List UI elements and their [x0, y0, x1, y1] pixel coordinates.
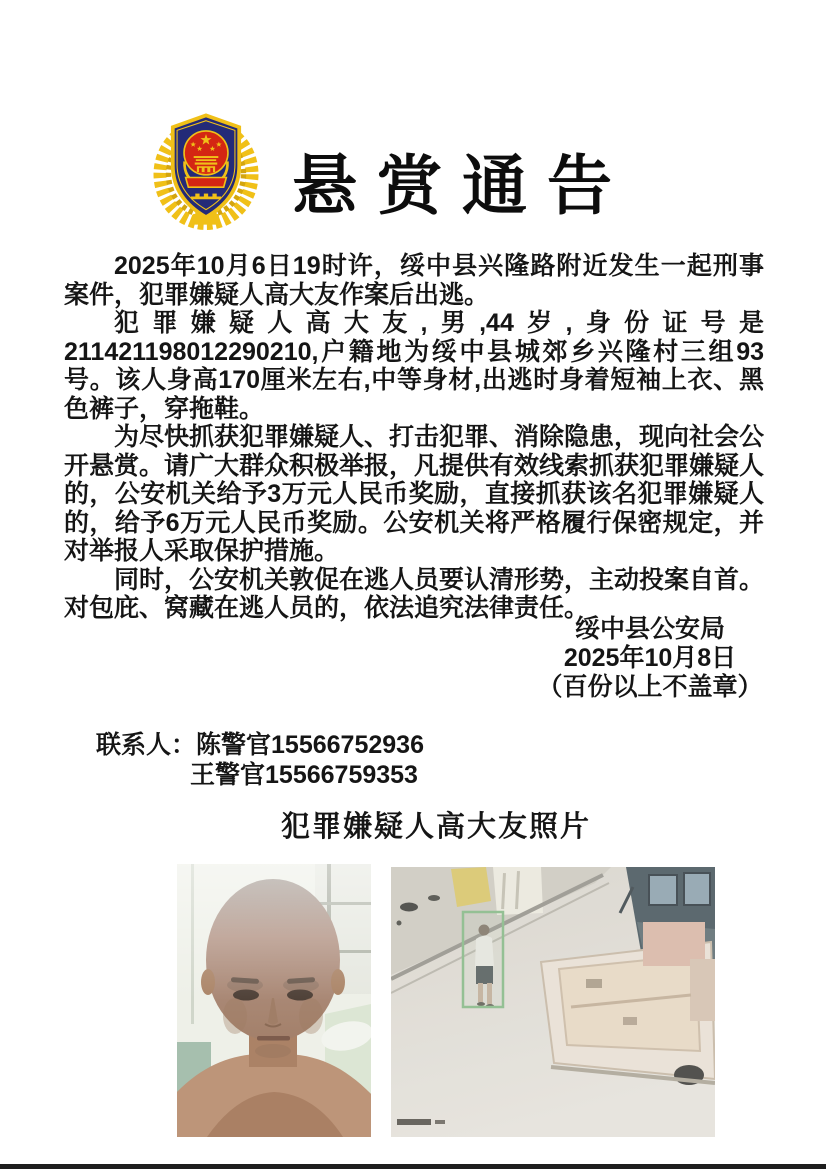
issue-date: 2025年10月8日	[563, 644, 737, 672]
officer-phone: 15566759353	[265, 760, 418, 789]
notice-paragraph-warning: 同时，公安机关敦促在逃人员要认清形势，主动投案自首。对包庇、窝藏在逃人员的，依法追究法律责任。	[64, 565, 765, 622]
notice-paragraph-suspect-info: 犯罪嫌疑人高大友,男,44岁,身份证号是211421198012290210,户籍地为绥中县城郊乡兴隆村三组93号。该人身高170厘米左右,中等身材,出逃时身着短袖上衣、黑色裤子，穿拖鞋。	[64, 309, 764, 423]
officer-name: 王警官	[190, 760, 266, 789]
issuing-agency: 绥中县公安局	[574, 615, 725, 643]
officer-phone: 15566752936	[271, 731, 424, 759]
notice-paragraph-incident: 2025年10月6日19时许，绥中县兴隆路附近发生一起刑事案件，犯罪嫌疑人高大友作案后出逃。	[64, 252, 764, 309]
photos-caption: 犯罪嫌疑人高大友照片	[280, 811, 591, 843]
officer-name: 陈警官	[196, 731, 272, 759]
contact-label: 联系人：	[96, 731, 197, 759]
police-emblem-icon	[152, 110, 260, 230]
contact-row	[96, 731, 424, 761]
suspect-portrait-photo	[177, 864, 371, 1137]
notice-paragraph-reward: 为尽快抓获犯罪嫌疑人、打击犯罪、消除隐患，现向社会公开悬赏。请广大群众积极举报，凡提供有效线索抓获犯罪嫌疑人的，公安机关给予3万元人民币奖励，直接抓获该名犯罪嫌疑人的，给予6万元人民币奖励。公安机关将严格履行保密规定，并对举报人采取保护措施。	[64, 423, 765, 565]
contact-block	[96, 731, 424, 790]
contact-row	[190, 761, 424, 791]
seal-note: （百份以上不盖章）	[537, 673, 763, 701]
cctv-photo	[391, 867, 715, 1137]
notice-body	[64, 252, 764, 623]
signature-block	[498, 615, 802, 702]
page-bottom-edge	[0, 1164, 826, 1169]
notice-title: 悬赏通告	[292, 151, 633, 223]
